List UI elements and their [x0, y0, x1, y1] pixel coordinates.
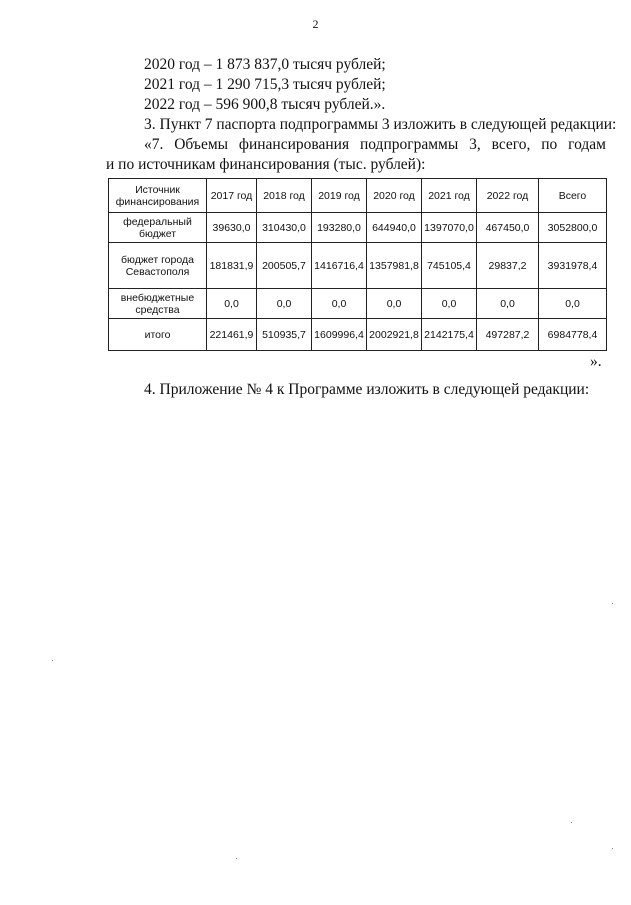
table-cell: 193280,0 — [312, 213, 367, 243]
point-7-line-2: и по источникам финансирования (тыс. рублей): — [106, 156, 426, 173]
table-cell: 29837,2 — [477, 243, 539, 289]
table-cell: 6984778,4 — [539, 319, 607, 351]
table-cell: 0,0 — [312, 289, 367, 319]
table-cell: 3931978,4 — [539, 243, 607, 289]
header-2018: 2018 год — [257, 179, 312, 213]
scan-speck — [612, 603, 613, 604]
table-cell: 0,0 — [477, 289, 539, 319]
table-cell: 644940,0 — [367, 213, 422, 243]
table-cell: 310430,0 — [257, 213, 312, 243]
table-cell: 0,0 — [539, 289, 607, 319]
header-total: Всего — [539, 179, 607, 213]
table-row-total — [109, 319, 607, 351]
table-cell: 1416716,4 — [312, 243, 367, 289]
table-cell: 0,0 — [257, 289, 312, 319]
header-2017: 2017 год — [207, 179, 257, 213]
closing-quote: ». — [590, 353, 602, 370]
header-2021: 2021 год — [422, 179, 477, 213]
table-cell: 467450,0 — [477, 213, 539, 243]
table-cell: 2002921,8 — [367, 319, 422, 351]
table-cell: 0,0 — [207, 289, 257, 319]
scan-speck — [571, 822, 572, 823]
table-cell: 200505,7 — [257, 243, 312, 289]
header-2019: 2019 год — [312, 179, 367, 213]
table-header-row — [109, 179, 607, 213]
point-7-line-1: «7. Объемы финансирования подпрограммы 3, всего, по годам — [144, 136, 606, 153]
point-4-text: 4. Приложение № 4 к Программе изложить в следующей редакции: — [144, 381, 590, 398]
table-row — [109, 289, 607, 319]
table-cell: 745105,4 — [422, 243, 477, 289]
row-source: федеральный бюджет — [109, 213, 207, 243]
table-cell: 1397070,0 — [422, 213, 477, 243]
row-source: внебюджетные средства — [109, 289, 207, 319]
table-cell: 497287,2 — [477, 319, 539, 351]
row-source: итого — [109, 319, 207, 351]
table-cell: 2142175,4 — [422, 319, 477, 351]
funding-table — [108, 178, 607, 351]
header-2022: 2022 год — [477, 179, 539, 213]
table-cell: 0,0 — [367, 289, 422, 319]
funding-line-2022: 2022 год – 596 900,8 тысяч рублей.». — [144, 96, 386, 113]
header-source: Источник финансирования — [109, 179, 207, 213]
scan-speck — [236, 858, 237, 859]
table-cell: 39630,0 — [207, 213, 257, 243]
funding-line-2020: 2020 год – 1 873 837,0 тысяч рублей; — [144, 56, 386, 73]
row-source: бюджет города Севастополя — [109, 243, 207, 289]
page-number: 2 — [312, 17, 319, 31]
header-2020: 2020 год — [367, 179, 422, 213]
table-cell: 510935,7 — [257, 319, 312, 351]
funding-line-2021: 2021 год – 1 290 715,3 тысяч рублей; — [144, 76, 386, 93]
scan-speck — [612, 848, 613, 849]
scan-speck — [52, 660, 53, 661]
table-cell: 3052800,0 — [539, 213, 607, 243]
table-cell: 181831,9 — [207, 243, 257, 289]
table-cell: 1357981,8 — [367, 243, 422, 289]
table-cell: 1609996,4 — [312, 319, 367, 351]
table-row — [109, 213, 607, 243]
table-cell: 221461,9 — [207, 319, 257, 351]
table-cell: 0,0 — [422, 289, 477, 319]
point-3-text: 3. Пункт 7 паспорта подпрограммы 3 изложить в следующей редакции: — [144, 116, 617, 133]
table-row — [109, 243, 607, 289]
